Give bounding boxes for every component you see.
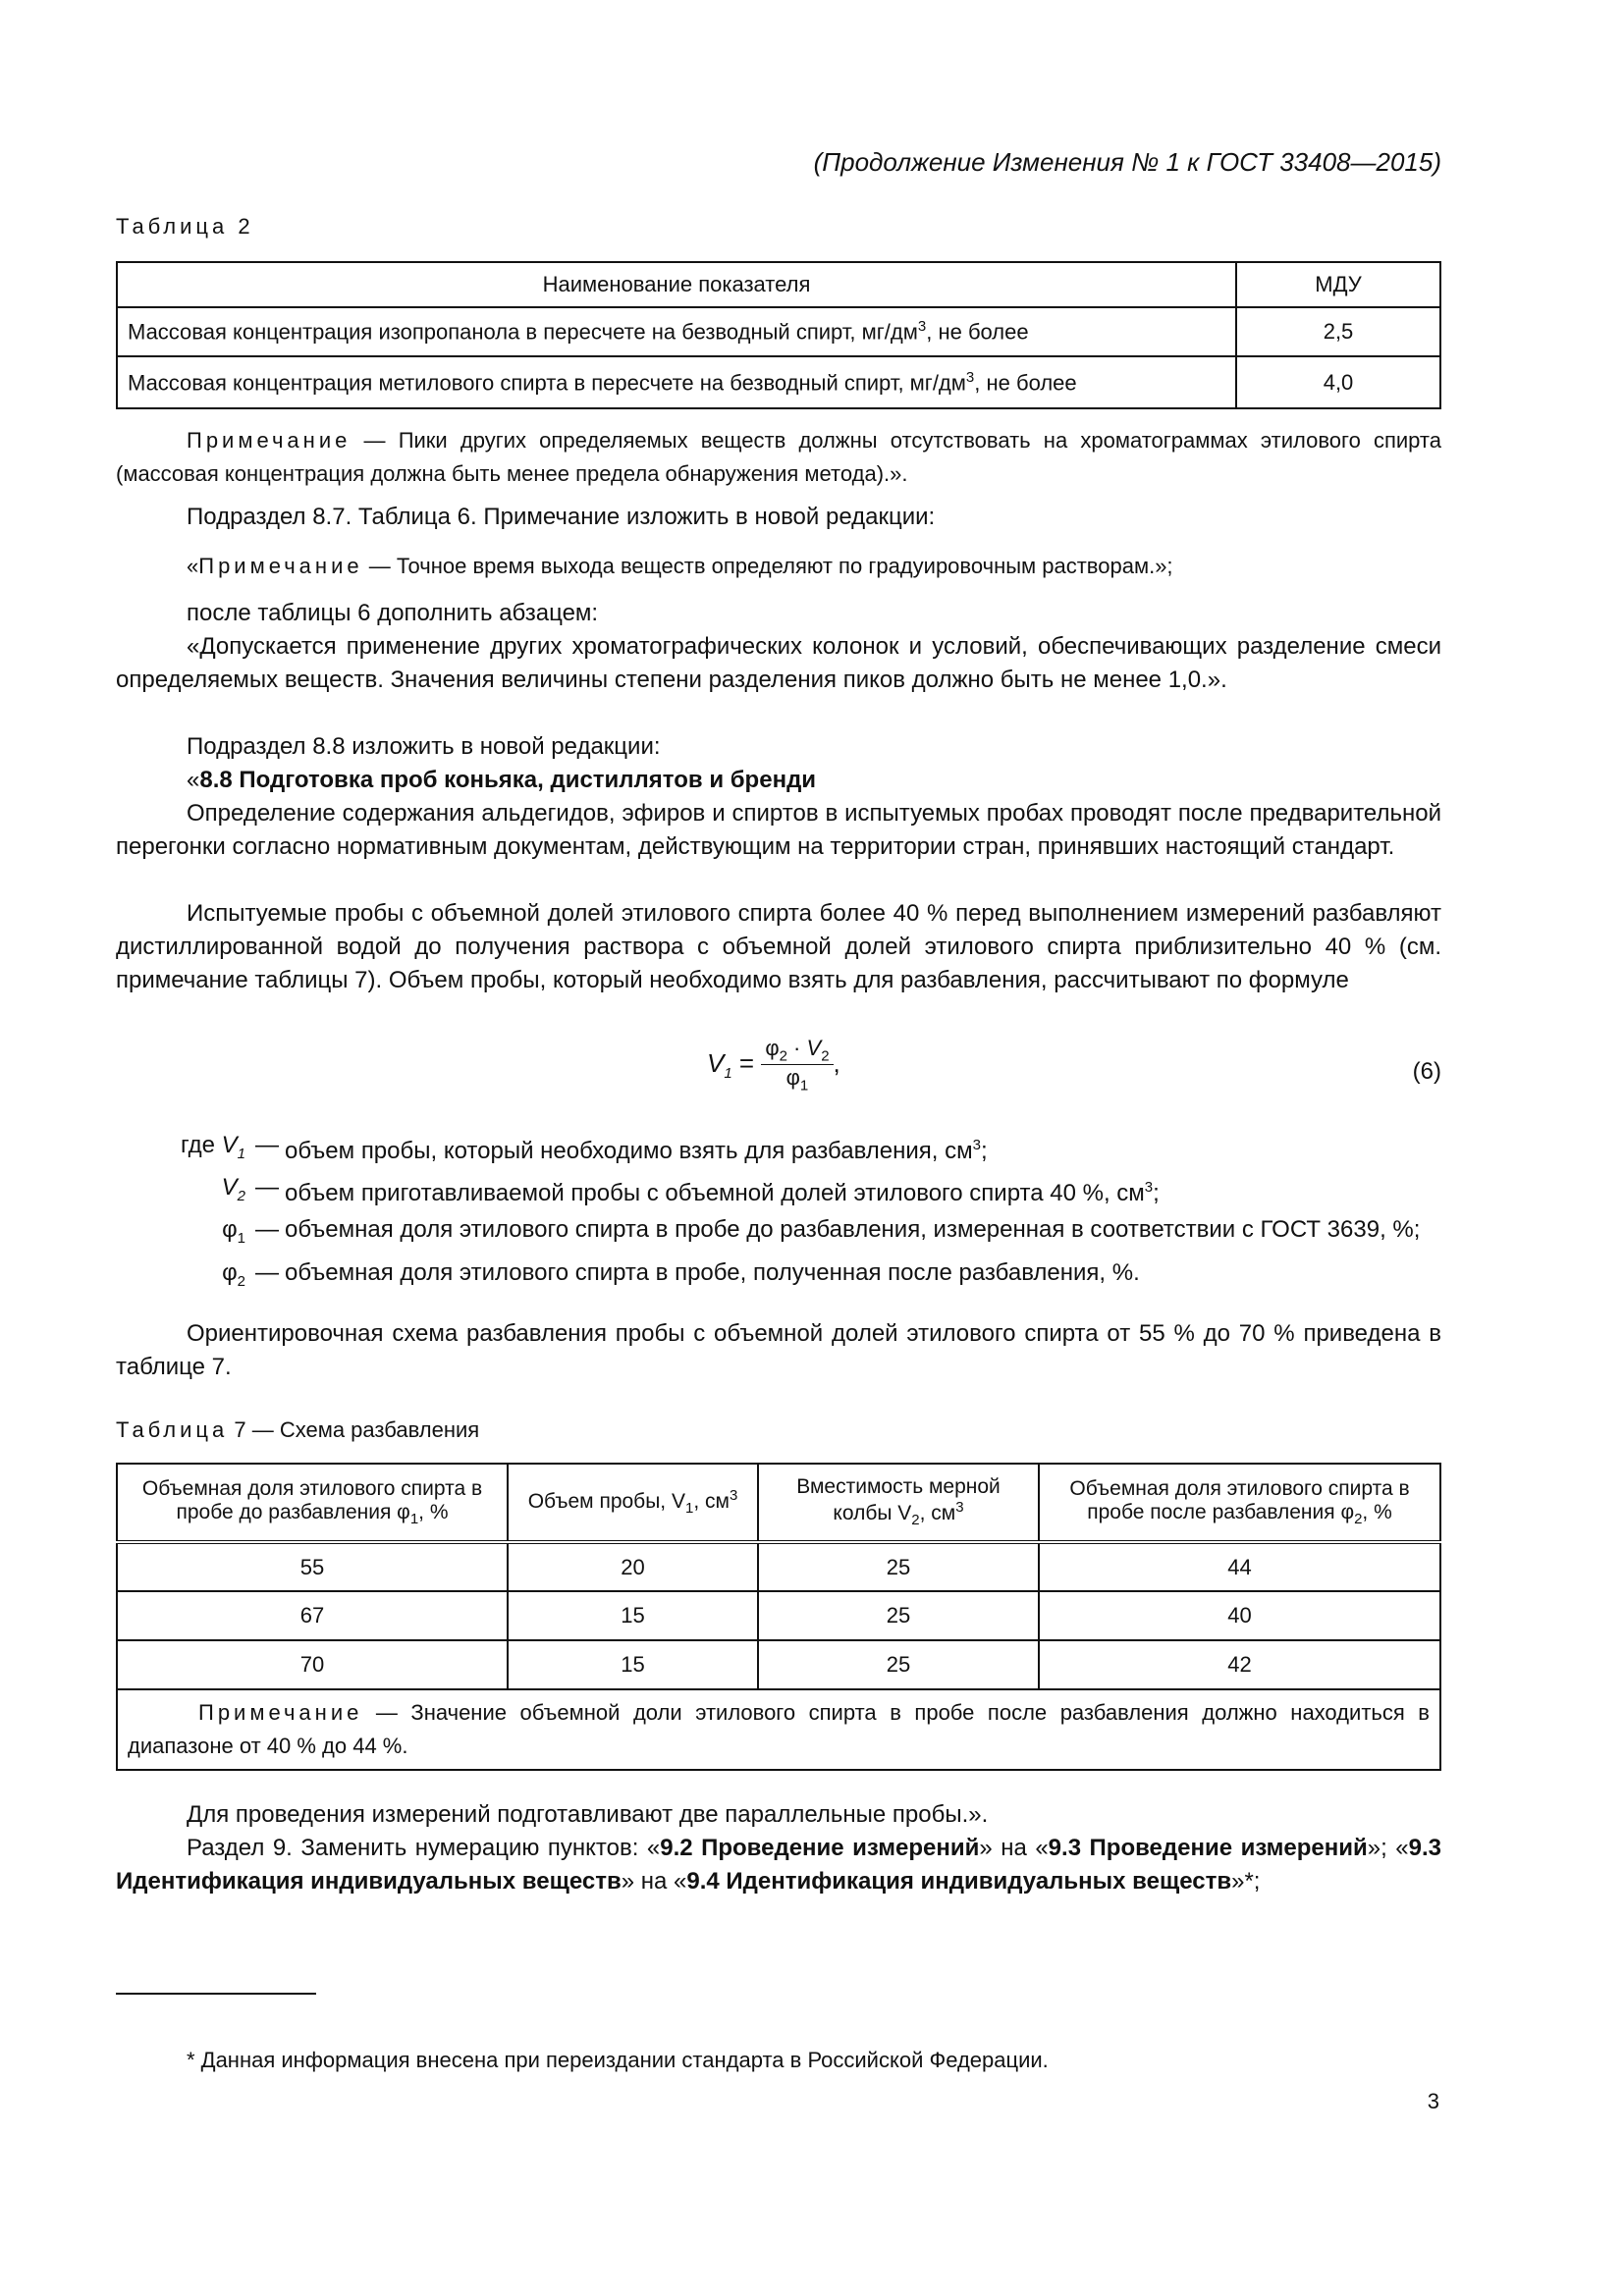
paragraph: Определение содержания альдегидов, эфиров и спиртов в испытуемых пробах проводят после предварительной перегонки согласно нормативным документам, действующим на территории стран, принявших настоящий стандарт. bbox=[116, 800, 1441, 860]
cell-value: 4,0 bbox=[1236, 356, 1440, 408]
cell: 25 bbox=[758, 1591, 1039, 1640]
table-row bbox=[117, 1640, 1440, 1689]
cell: 15 bbox=[508, 1591, 758, 1640]
table7-header: Объемная доля этилового спирта в пробе до разбавления $\varphi_1$, % bbox=[117, 1464, 508, 1542]
section-heading: «8.8 Подготовка проб коньяка, дистиллятов и бренди bbox=[187, 767, 817, 793]
formula-legend: где $V_1$ — объем пробы, который необходимо взять для разбавления, $см^3$; $V_2$ — объем приготавливаемой пробы с объемной долей этилового спирта 40 %, $см^3$; $\varphi_1$ — объемная доля этилового спирта в пробе до разбавления, измеренная в соответствии с ГОСТ 3639, %; $\varphi_2$ — объемная доля этилового спирта в пробе, полученная после разбавления, %. bbox=[180, 1132, 1421, 1291]
cell: 42 bbox=[1039, 1640, 1440, 1689]
cell: 44 bbox=[1039, 1542, 1440, 1591]
document-header: (Продолжение Изменения № 1 к ГОСТ 33408—2015) bbox=[813, 147, 1441, 177]
cell: 40 bbox=[1039, 1591, 1440, 1640]
table2-header-name: Наименование показателя bbox=[117, 262, 1236, 307]
cell: 20 bbox=[508, 1542, 758, 1591]
paragraph: Ориентировочная схема разбавления пробы с объемной долей этилового спирта от 55 % до 70 % приведена в таблице 7. bbox=[116, 1320, 1441, 1380]
paragraph: Испытуемые пробы с объемной долей этилового спирта более 40 % перед выполнением измерений разбавляют дистиллированной водой до получения раствора с объемной долей этилового спирта приблизительно 40 % (см. примечание таблицы 7). Объем пробы, который необходимо взять для разбавления, рассчитывают по формуле bbox=[116, 900, 1441, 993]
table7-header: Объемная доля этилового спирта в пробе после разбавления $\varphi_2$, % bbox=[1039, 1464, 1440, 1542]
paragraph: Подраздел 8.8 изложить в новой редакции: bbox=[187, 733, 661, 760]
formula: $V_1$ = $\frac{\varphi_2 \cdot V_2}{\varphi_1}$ , bbox=[707, 1036, 840, 1095]
page-number: 3 bbox=[1427, 2089, 1439, 2113]
table2-note: Примечание — Пики других определяемых веществ должны отсутствовать на хроматограммах этилового спирта (массовая концентрация должна быть менее предела обнаружения метода).». bbox=[116, 428, 1441, 486]
footnote: * Данная информация внесена при переиздании стандарта в Российской Федерации. bbox=[187, 2048, 1049, 2072]
table7-caption: Таблица 7 — Схема разбавления bbox=[116, 1417, 480, 1442]
paragraph: «Примечание — Точное время выхода веществ определяют по градуировочным растворам.»; bbox=[187, 554, 1173, 578]
cell-value: 2,5 bbox=[1236, 307, 1440, 356]
cell-name: Массовая концентрация изопропанола в пересчете на безводный спирт, мг/дм bbox=[128, 319, 918, 345]
paragraph: Для проведения измерений подготавливают две параллельные пробы.». bbox=[187, 1801, 989, 1828]
formula-number: (6) bbox=[1412, 1058, 1441, 1085]
table-7 bbox=[116, 1463, 1441, 1771]
table-2 bbox=[116, 261, 1441, 409]
table-row bbox=[117, 1591, 1440, 1640]
table-row bbox=[117, 1542, 1440, 1591]
table2-header-mdu: МДУ bbox=[1236, 262, 1440, 307]
footnote-divider bbox=[116, 1993, 316, 1995]
cell: 67 bbox=[117, 1591, 508, 1640]
table7-note: Примечание — Значение объемной доли этилового спирта в пробе после разбавления должно находиться в диапазоне от 40 % до 44 %. bbox=[117, 1689, 1440, 1770]
cell: 25 bbox=[758, 1640, 1039, 1689]
table7-header: Объем пробы, $V_1$, $см^3$ bbox=[508, 1464, 758, 1542]
cell: 70 bbox=[117, 1640, 508, 1689]
paragraph: Подраздел 8.7. Таблица 6. Примечание изложить в новой редакции: bbox=[187, 504, 936, 530]
paragraph: «Допускается применение других хроматографических колонок и условий, обеспечивающих разделение смеси определяемых веществ. Значения величины степени разделения пиков должно быть не менее 1,0.». bbox=[116, 633, 1441, 693]
paragraph: Раздел 9. Заменить нумерацию пунктов: «9.2 Проведение измерений» на «9.3 Проведение измерений»; «9.3 Идентификация индивидуальных веществ» на «9.4 Идентификация индивидуальных веществ»*; bbox=[116, 1835, 1442, 1895]
table-row: Массовая концентрация метилового спирта в пересчете на безводный спирт, $мг/дм^3$, не более 4,0 bbox=[117, 356, 1440, 408]
table-row: Массовая концентрация изопропанола в пересчете на безводный спирт, $мг/дм^3$, не более 2,5 bbox=[117, 307, 1440, 356]
cell: 25 bbox=[758, 1542, 1039, 1591]
paragraph: после таблицы 6 дополнить абзацем: bbox=[187, 600, 599, 626]
cell: 55 bbox=[117, 1542, 508, 1591]
table2-caption: Таблица 2 bbox=[116, 214, 254, 239]
cell: 15 bbox=[508, 1640, 758, 1689]
cell-name: Массовая концентрация метилового спирта в пересчете на безводный спирт, мг/дм bbox=[128, 370, 966, 396]
table7-header: Вместимость мерной колбы $V_2$, $см^3$ bbox=[758, 1464, 1039, 1542]
